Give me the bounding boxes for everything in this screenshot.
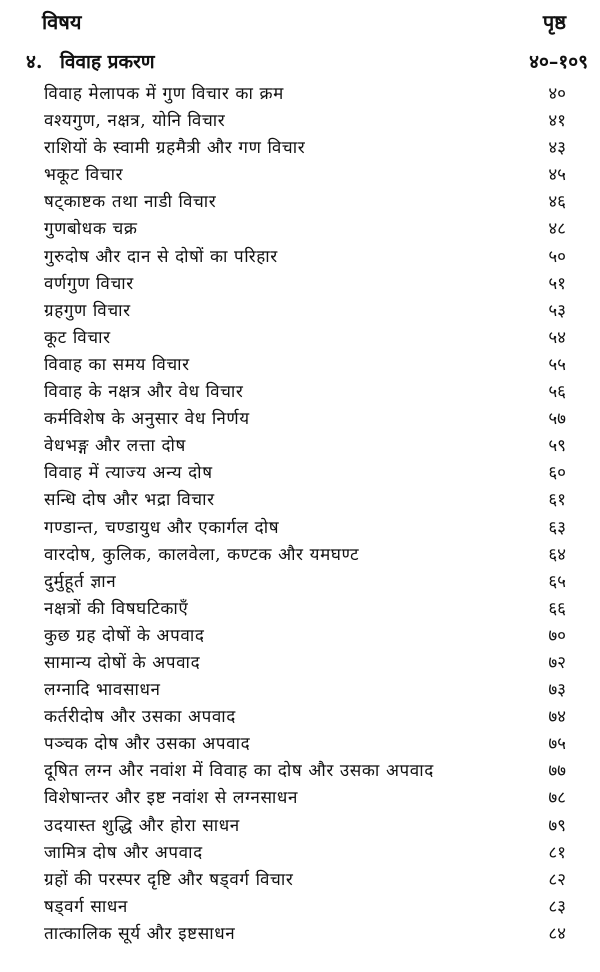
- toc-entry-page-number: ७२: [548, 652, 566, 673]
- toc-entry: [0, 647, 600, 674]
- toc-entry-title: ग्रहों की परस्पर दृष्टि और षड्वर्ग विचार: [44, 869, 294, 890]
- toc-entry: [0, 213, 600, 240]
- toc-entry: [0, 349, 600, 376]
- toc-entry-page-number: ६३: [548, 517, 566, 538]
- toc-entry: [0, 918, 600, 945]
- toc-entry-title: दुर्मुहूर्त ज्ञान: [44, 571, 117, 592]
- toc-entry-title: भकूट विचार: [44, 165, 124, 186]
- toc-entry-title: विवाह में त्याज्य अन्य दोष: [44, 463, 213, 484]
- toc-entry-page-number: ५०: [548, 246, 566, 267]
- toc-entry-page-number: ८४: [548, 923, 566, 944]
- page-column-label: पृष्ठ: [542, 10, 566, 34]
- toc-entry-page-number: ८२: [548, 869, 566, 890]
- toc-entry-title: कुछ ग्रह दोषों के अपवाद: [44, 625, 205, 646]
- toc-entry-page-number: ७०: [548, 625, 566, 646]
- toc-entry-title: वेधभङ्ग और लत्ता दोष: [44, 436, 186, 457]
- toc-entry-title: ग्रहगुण विचार: [44, 300, 131, 321]
- toc-entry-page-number: ६१: [548, 490, 566, 511]
- toc-entry: [0, 376, 600, 403]
- toc-entry: [0, 268, 600, 295]
- toc-entry: [0, 322, 600, 349]
- toc-entry-title: उदयास्त शुद्धि और होरा साधन: [44, 815, 240, 836]
- chapter-number: ४.: [26, 51, 43, 73]
- toc-entry-page-number: ७५: [548, 734, 566, 755]
- toc-entry-title: कर्तरीदोष और उसका अपवाद: [44, 707, 236, 728]
- toc-entry-title: गुरुदोष और दान से दोषों का परिहार: [44, 246, 278, 267]
- toc-entry-page-number: ५४: [548, 327, 566, 348]
- toc-entry-title: कर्मविशेष के अनुसार वेध निर्णय: [44, 409, 250, 430]
- toc-entry-title: सन्धि दोष और भद्रा विचार: [44, 490, 215, 511]
- toc-entry-page-number: ४८: [548, 219, 566, 240]
- toc-entry-page-number: ६६: [548, 598, 566, 619]
- toc-entry: [0, 484, 600, 511]
- toc-entry: [0, 728, 600, 755]
- toc-entry-title: राशियों के स्वामी ग्रहमैत्री और गण विचार: [44, 138, 306, 159]
- toc-entry-page-number: ६०: [548, 463, 566, 484]
- chapter-heading: [0, 48, 600, 76]
- toc-entry-title: गुणबोधक चक्र: [44, 219, 138, 240]
- toc-entry: [0, 593, 600, 620]
- toc-entry-title: विवाह के नक्षत्र और वेध विचार: [44, 382, 244, 403]
- toc-entry-page-number: ५३: [548, 300, 566, 321]
- toc-entry: [0, 674, 600, 701]
- toc-entry: [0, 186, 600, 213]
- toc-entry-page-number: ४०: [548, 84, 566, 104]
- toc-entry: [0, 701, 600, 728]
- toc-entry: [0, 810, 600, 837]
- toc-entry: [0, 403, 600, 430]
- toc-entry-title: विवाह मेलापक में गुण विचार का क्रम: [44, 84, 284, 104]
- toc-entry-title: गण्डान्त, चण्डायुध और एकार्गल दोष: [44, 517, 280, 538]
- toc-entry: [0, 78, 600, 105]
- toc-entry: [0, 241, 600, 268]
- toc-entry: [0, 566, 600, 593]
- toc-entry-title: विवाह का समय विचार: [44, 354, 190, 375]
- toc-entry-title: षड्वर्ग साधन: [44, 896, 128, 917]
- toc-entry-page-number: ६४: [548, 544, 566, 565]
- toc-entry-title: नक्षत्रों की विषघटिकाएँ: [44, 598, 189, 619]
- toc-entry: [0, 512, 600, 539]
- toc-entry-page-number: ७७: [548, 761, 566, 782]
- toc-entry-title: सामान्य दोषों के अपवाद: [44, 652, 201, 673]
- toc-entry-title: षट्काष्टक तथा नाडी विचार: [44, 192, 217, 213]
- toc-entry-page-number: ४३: [548, 138, 566, 159]
- toc-entry: [0, 539, 600, 566]
- toc-entry-page-number: ६५: [548, 571, 566, 592]
- toc-entry-title: जामित्र दोष और अपवाद: [44, 842, 203, 863]
- toc-entry-page-number: ७८: [548, 788, 566, 809]
- toc-entry-page-number: ८१: [548, 842, 566, 863]
- toc-entry: [0, 132, 600, 159]
- toc-entry-page-number: ४१: [548, 111, 566, 132]
- column-header: [0, 8, 600, 38]
- toc-entry: [0, 782, 600, 809]
- toc-entry-page-number: ८३: [548, 896, 566, 917]
- toc-entry: [0, 891, 600, 918]
- toc-entry-page-number: ५५: [548, 354, 566, 375]
- toc-entry: [0, 457, 600, 484]
- toc-entry-page-number: ५६: [548, 382, 566, 403]
- toc-entry-page-number: ५९: [548, 436, 566, 457]
- toc-entry-title: विशेषान्तर और इष्ट नवांश से लग्नसाधन: [44, 788, 299, 809]
- subject-column-label: विषय: [42, 10, 82, 34]
- toc-entry-title: वर्णगुण विचार: [44, 273, 134, 294]
- toc-entry-title: दूषित लग्न और नवांश में विवाह का दोष और उसका अपवाद: [44, 761, 434, 782]
- toc-entry-list: [0, 78, 600, 945]
- toc-entry-title: पञ्चक दोष और उसका अपवाद: [44, 734, 251, 755]
- toc-entry: [0, 620, 600, 647]
- toc-entry-title: वश्यगुण, नक्षत्र, योनि विचार: [44, 111, 226, 132]
- toc-entry: [0, 837, 600, 864]
- toc-entry-page-number: ४५: [548, 165, 566, 186]
- toc-entry-page-number: ४६: [548, 192, 566, 213]
- toc-entry-title: वारदोष, कुलिक, कालवेला, कण्टक और यमघण्ट: [44, 544, 360, 565]
- chapter-page-range: ४०–१०९: [529, 51, 588, 73]
- toc-entry: [0, 864, 600, 891]
- toc-entry-page-number: ५१: [548, 273, 566, 294]
- toc-entry-page-number: ५७: [548, 409, 566, 430]
- toc-entry-title: कूट विचार: [44, 327, 111, 348]
- toc-entry: [0, 430, 600, 457]
- toc-entry-page-number: ७४: [548, 707, 566, 728]
- toc-entry-page-number: ७९: [548, 815, 566, 836]
- toc-entry-title: लग्नादि भावसाधन: [44, 680, 161, 701]
- chapter-title: विवाह प्रकरण: [60, 51, 155, 73]
- toc-entry-page-number: ७३: [548, 680, 566, 701]
- toc-entry: [0, 755, 600, 782]
- toc-entry: [0, 159, 600, 186]
- toc-entry-title: तात्कालिक सूर्य और इष्टसाधन: [44, 923, 236, 944]
- toc-entry: [0, 295, 600, 322]
- toc-entry: [0, 105, 600, 132]
